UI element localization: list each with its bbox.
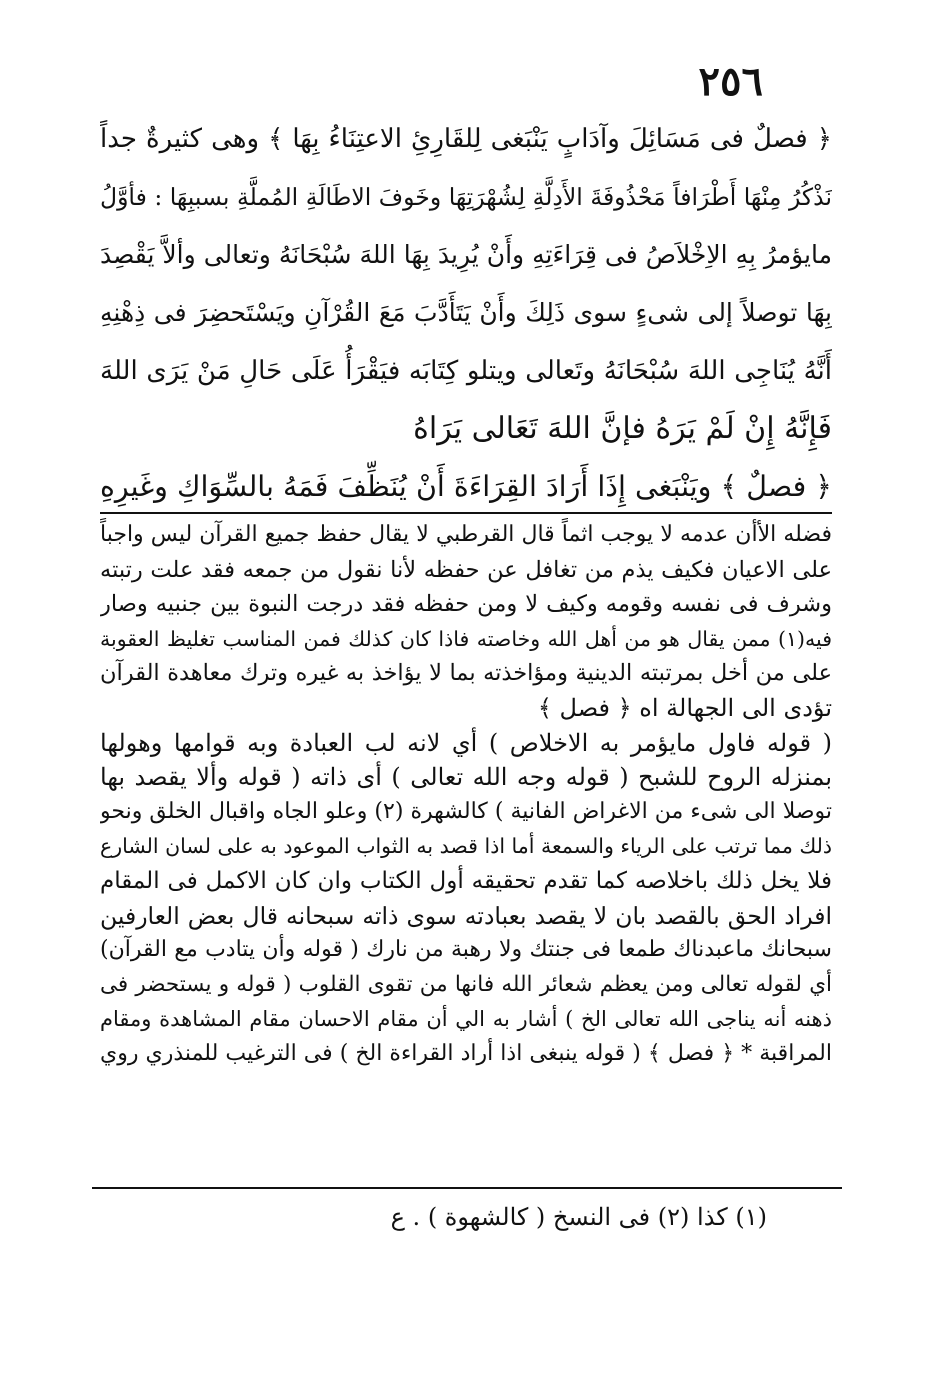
footnote: (١) كذا (٢) فى النسخ ( كالشهوة ) . ع <box>390 1203 767 1231</box>
commentary-line: فلا يخل ذلك باخلاصه كما تقدم تحقيقه أول الكتاب وان كان الاكمل فى المقام <box>100 867 832 894</box>
commentary-line: فيه(١) ممن يقال هو من أهل الله وخاصته فاذا كان كذلك فمن المناسب تغليظ العقوبة <box>100 626 832 651</box>
commentary-line: ذلك مما ترتب على الرياء والسمعة أما اذا قصد به الثواب الموعود به على لسان الشارع <box>100 834 832 859</box>
commentary-line: توصلا الى شىء من الاغراض الفانية ) كالشهرة (٢) وعلو الجاه واقبال الخلق ونحو <box>100 798 832 824</box>
main-text-line: فَإِنَّهُ إِنْ لَمْ يَرَهُ فإنَّ اللهَ تَعَالى يَرَاهُ <box>413 411 832 446</box>
commentary-line: سبحانك ماعبدناك طمعا فى جنتك ولا رهبة من نارك ( قوله وأن يتادب مع القرآن) <box>100 937 832 963</box>
commentary-line: ( قوله فاول مايؤمر به الاخلاص ) أي لانه لب العبادة وبه قوامها وهولها <box>100 728 832 757</box>
main-text-line: بِهَا توصلاً إلى شىءٍ سوى ذَلِكَ وأَنْ يَتَأَدَّبَ مَعَ القُرْآنِ ويَسْتَحضِرَ فى ذِهْنِهِ <box>100 298 832 327</box>
main-text-block <box>100 110 832 516</box>
main-text-line: مايؤمرُ بِهِ الاِخْلاَصُ فى قِرَاءَتِهِ وأَنْ يُرِيدَ بِهَا اللهَ سُبْحَانَهُ وتعالى وألاَّ يَقْصِدَ <box>100 240 832 269</box>
commentary-line: على الاعيان فكيف يذم من تغافل عن حفظه لأنا نقول من جمعه فقد علت رتبته <box>100 556 832 583</box>
commentary-line: على من أخل بمرتبته الدينية ومؤاخذته بما لا يؤاخذ به غيره وترك معاهدة القرآن <box>100 660 832 687</box>
page-number: ٢٥٦ <box>698 58 763 105</box>
separator-rule <box>100 512 832 514</box>
commentary-line: افراد الحق بالقصد بان لا يقصد بعبادته سوى ذاته سبحانه قال بعض العارفين <box>100 901 832 930</box>
main-text-line: أَنَّهُ يُنَاجِى اللهَ سُبْحَانَهُ وتَعالى ويتلو كِتَابَه فيَقْرَأُ عَلَى حَالِ مَنْ يَرَى اللهَ <box>100 356 832 386</box>
commentary-line: أي لقوله تعالى ومن يعظم شعائر الله فانها من تقوى القلوب ( قوله و يستحضر فى <box>100 971 832 997</box>
main-text-line: ﴿ فصلٌ فى مَسَائِلَ وآدَابٍ يَنْبَغى لِلقَارِئِ الاعتِنَاءُ بِهَا ﴾ وهى كثيرةٌ جداً <box>100 124 832 154</box>
commentary-line: تؤدى الى الجهالة اه ﴿ فصل ﴾ <box>537 693 832 722</box>
commentary-line: بمنزله الروح للشبح ( قوله وجه الله تعالى ) أى ذاته ( قوله وألا يقصد بها <box>100 763 832 792</box>
commentary-line: فضله الأأن عدمه لا يوجب اثماً قال القرطبي لا يقال حفظ جميع القرآن ليس واجباً <box>100 522 832 547</box>
main-text-line: ﴿ فصلٌ ﴾ ويَنْبَغى إِذَا أَرَادَ القِرَاءَةَ أَنْ يُنَظِّفَ فَمَهُ بالسِّوَاكِ وغَيرِهِ <box>100 470 832 503</box>
commentary-line: ذهنه أنه يناجى الله تعالى الخ ) أشار به الي أن مقام الاحسان مقام المشاهدة ومقام <box>100 1007 832 1032</box>
commentary-line: وشرف فى نفسه وقومه وكيف لا ومن حفظه فقد درجت النبوة بين جنبيه وصار <box>100 591 832 618</box>
commentary-line: المراقبة * ﴿ فصل ﴾ ( قوله ينبغى اذا أراد القراءة الخ ) فى الترغيب للمنذري روي <box>100 1040 832 1066</box>
commentary-block <box>100 518 832 1072</box>
main-text-line: نَذْكُرُ مِنْهَا أَطْرَافاً مَحْذُوفَةَ الأَدِلَّةِ لِشُهْرَتِهَا وخَوفَ الاطَالَةِ المُملَّةِ بسببِهَا : فأوَّلُ <box>100 183 832 211</box>
footnote-rule <box>92 1187 842 1189</box>
